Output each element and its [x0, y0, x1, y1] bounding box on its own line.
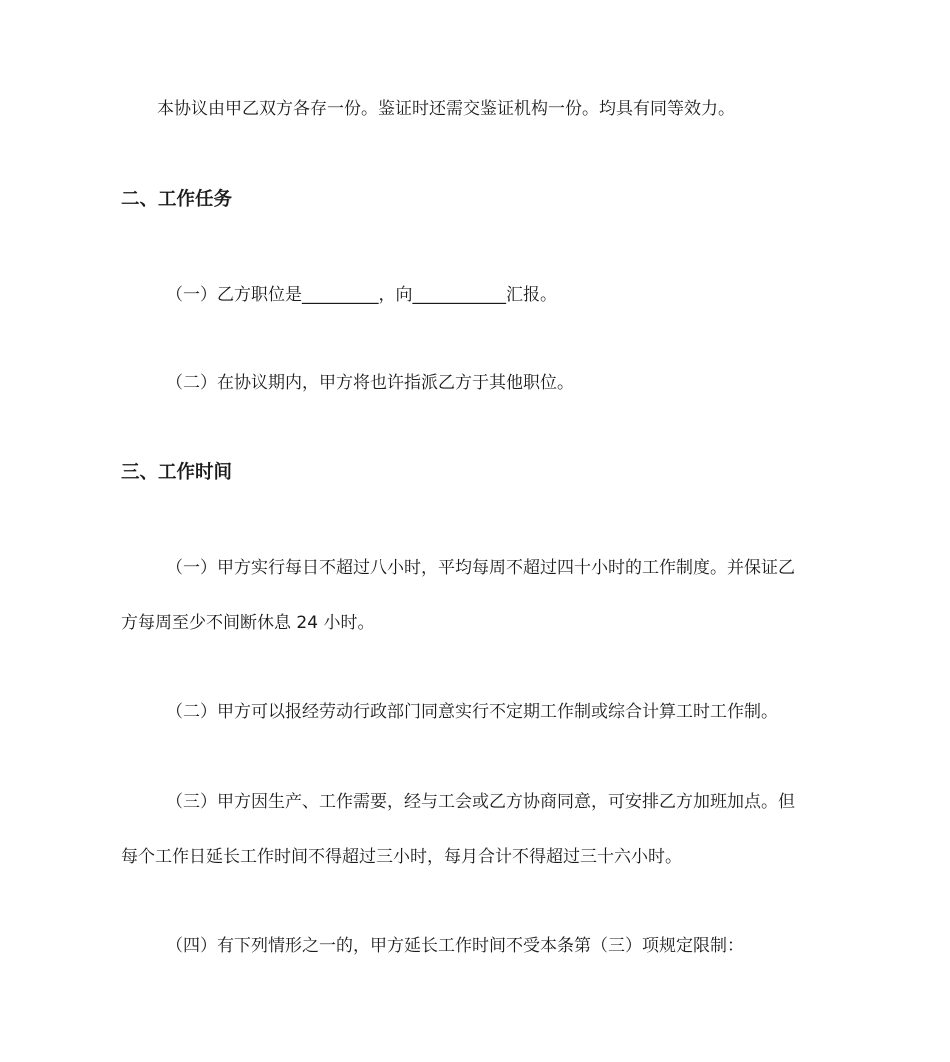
section-heading-work-tasks: 二、工作任务: [121, 189, 233, 210]
section-heading-work-hours: 三、工作时间: [121, 462, 233, 483]
paragraph-hours-line1: （一）甲方实行每日不超过八小时，平均每周不超过四十小时的工作制度。并保证乙: [166, 558, 795, 578]
paragraph-reassignment: （二）在协议期内，甲方将也许指派乙方于其他职位。: [166, 373, 574, 393]
paragraph-flexible-schedule: （二）甲方可以报经劳动行政部门同意实行不定期工作制或综合计算工时工作制。: [166, 702, 778, 722]
paragraph-overtime-line1: （三）甲方因生产、工作需要，经与工会或乙方协商同意，可安排乙方加班加点。但: [166, 792, 795, 812]
paragraph-position: （一）乙方职位是_________，向___________汇报。: [166, 285, 557, 305]
paragraph-copies-clause: 本协议由甲乙双方各存一份。鉴证时还需交鉴证机构一份。均具有同等效力。: [157, 99, 735, 119]
paragraph-exceptions: （四）有下列情形之一的，甲方延长工作时间不受本条第（三）项规定限制：: [166, 936, 744, 956]
paragraph-overtime-line2: 每个工作日延长工作时间不得超过三小时，每月合计不得超过三十六小时。: [121, 847, 682, 867]
paragraph-hours-line2: 方每周至少不间断休息 24 小时。: [121, 613, 375, 633]
